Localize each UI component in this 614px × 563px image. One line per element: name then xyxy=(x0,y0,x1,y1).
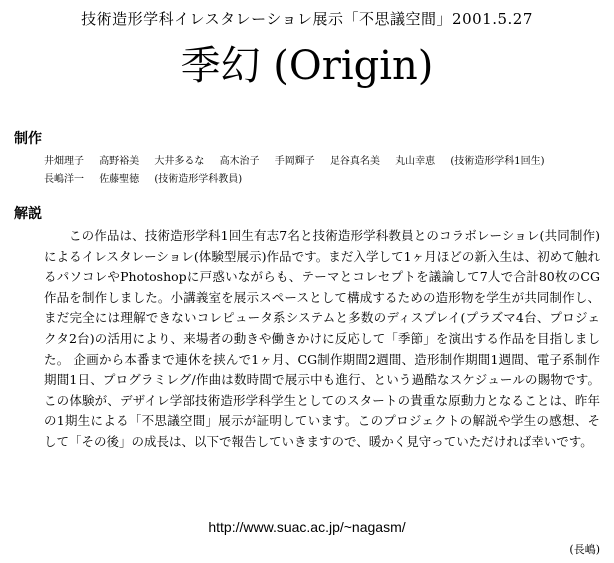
credit-affiliation: (技術造形学科1回生) xyxy=(450,156,545,167)
credit-name: 足谷真名美 xyxy=(329,156,380,167)
credit-name: 高野裕美 xyxy=(99,156,140,167)
credit-name: 佐藤聖徳 xyxy=(99,174,140,185)
credit-name: 高木治子 xyxy=(219,156,260,167)
credit-name: 丸山幸恵 xyxy=(395,156,436,167)
credits-line-1 xyxy=(44,152,556,167)
commentary-text: この作品は、技術造形学科1回生有志7名と技術造形学科教員とのコラボレーショレ(共同制作)によるイレスタレーショレ(体験型展示)作品です。まだ入学して1ヶ月ほどの新入生は、初めて触れるパソコレやPhotoshopに戸惑いながらも、テーマとコレセプトを議論して7人で合計80枚のCG作品を制作しました。小講義室を展示スペースとして構成するための造形物を学生が共同制作し、まだ完全には理解できないコレピュータ系システムと多数のディスプレイ(プラズマ4台、プロジェクタ2台)の活用により、来場者の動きや働きかけに反応して「季節」を演出する作品を目指しました。 企画から本番まで連休を挟んで1ヶ月、CG制作期間2週間、造形制作期間1週間、電子系制作期間1日、プログラミレグ/作曲は数時間で展示中も進行、という過酷なスケジュールの賜物です。この体験が、デザイレ学部技術造形学科学生としてのスタートの貴重な原動力となることは、昨年の1期生による「不思議空間」展示が証明しています。このプロジェクトの解説や学生の感想、そして「その後」の成長は、以下で報告していきますので、暖かく見守っていただければ幸いです。 xyxy=(44,228,600,449)
commentary-heading: 解説 xyxy=(14,206,42,222)
website-url[interactable]: http://www.suac.ac.jp/~nagasm/ xyxy=(208,519,406,535)
credit-affiliation: (技術造形学科教員) xyxy=(154,174,243,185)
credit-name: 手岡輝子 xyxy=(274,156,315,167)
credits-line-2 xyxy=(44,170,254,185)
author-signature: (長嶋) xyxy=(569,543,600,556)
page-title: 季幻 (Origin) xyxy=(180,43,434,89)
credit-name: 大井多るな xyxy=(154,156,205,167)
credit-name: 長嶋洋一 xyxy=(44,174,84,185)
credit-name: 井畑理子 xyxy=(44,156,84,167)
credits-heading: 制作 xyxy=(14,131,42,147)
page-header: 技術造形学科イレスタレーショレ展示「不思議空間」2001.5.27 xyxy=(81,10,533,28)
